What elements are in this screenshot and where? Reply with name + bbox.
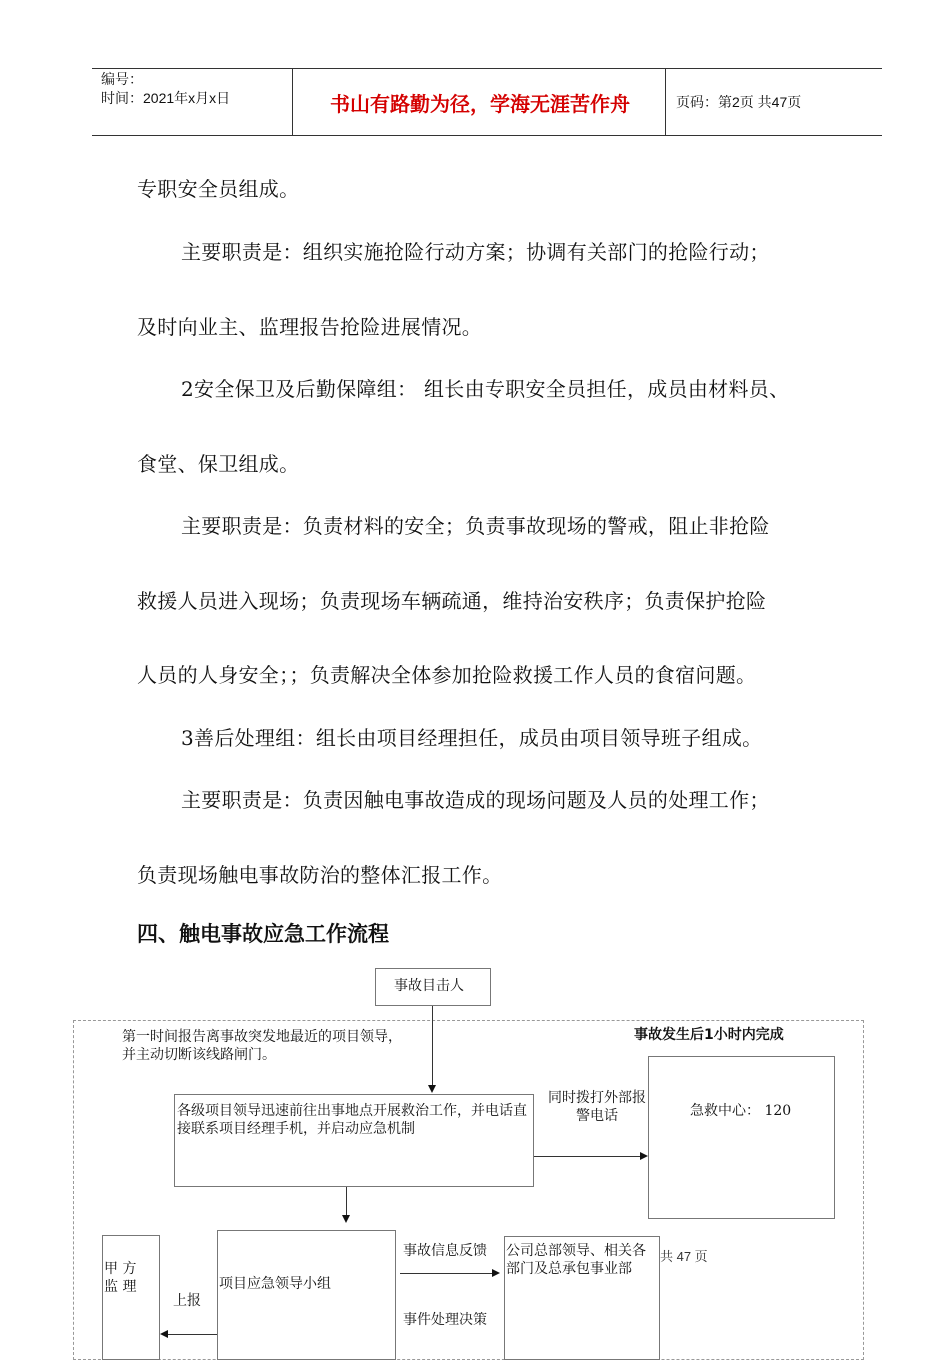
- flow-box-emergency-group: [217, 1230, 396, 1360]
- flow-deadline-label: 事故发生后1小时内完成: [634, 1027, 784, 1043]
- header-motto: 书山有路勤为径，学海无涯苦作舟: [330, 92, 630, 116]
- document-number-label: 编号：: [101, 71, 143, 87]
- flow-text-witness: 事故目击人: [394, 978, 464, 994]
- header-divider-right: [665, 68, 666, 136]
- page-number-fragment: 共 47 页: [660, 1249, 708, 1264]
- flow-text-client-supervisor: 甲 方 监 理: [104, 1261, 137, 1295]
- flow-text-emergency-group: 项目应急领导小组: [219, 1276, 331, 1292]
- flow-report-up-label: 上报: [173, 1293, 201, 1309]
- paragraph-line: 人员的人身安全；；负责解决全体参加抢险救援工作人员的食宿问题。: [137, 663, 757, 687]
- flow-arrow-down: [342, 1215, 350, 1223]
- flow-box-emergency-center: [648, 1056, 835, 1219]
- paragraph-line: 救援人员进入现场；负责现场车辆疏通，维持治安秩序；负责保护抢险: [137, 589, 767, 613]
- paragraph-line: 2安全保卫及后勤保障组： 组长由专职安全员担任，成员由材料员、: [181, 377, 790, 401]
- paragraph-line: 3善后处理组：组长由项目经理担任，成员由项目领导班子组成。: [181, 726, 763, 750]
- header-page-info: 页码：第2页 共47页: [676, 94, 802, 110]
- flow-connector: [346, 1187, 347, 1215]
- flow-text-leaders-action: 各级项目领导迅速前往出事地点开展救治工作，并电话直接联系项目经理手机，并启动应急机制: [177, 1103, 527, 1137]
- header-bottom-rule: [92, 135, 882, 136]
- paragraph-line: 负责现场触电事故防治的整体汇报工作。: [137, 863, 503, 887]
- flow-text-company-hq: 公司总部领导、相关各部门及总承包事业部: [506, 1243, 646, 1277]
- flow-connector: [534, 1156, 640, 1157]
- flow-decision-label: 事件处理决策: [403, 1312, 487, 1328]
- flow-info-feedback-label: 事故信息反馈: [403, 1243, 487, 1259]
- flow-box-client-supervisor: [102, 1235, 160, 1360]
- paragraph-line: 专职安全员组成。: [137, 177, 300, 201]
- flow-arrow-right: [492, 1269, 500, 1277]
- flow-box-company-hq: [504, 1236, 660, 1360]
- flow-text-emergency-center: 急救中心： 120: [690, 1103, 792, 1119]
- paragraph-line: 主要职责是：组织实施抢险行动方案；协调有关部门的抢险行动；: [181, 240, 770, 264]
- flow-arrow-right: [640, 1152, 648, 1160]
- flow-report-note: 第一时间报告离事故突发地最近的项目领导，并主动切断该线路闸门。: [122, 1028, 414, 1064]
- flow-box-leaders-action: [174, 1094, 534, 1187]
- header-divider-left: [292, 68, 293, 136]
- section-title: 四、触电事故应急工作流程: [137, 922, 389, 946]
- flow-connector: [432, 1006, 433, 1086]
- paragraph-line: 主要职责是：负责因触电事故造成的现场问题及人员的处理工作；: [181, 788, 770, 812]
- header-meta: [101, 70, 230, 108]
- header-top-rule: [92, 68, 882, 69]
- flow-arrow-down: [428, 1085, 436, 1093]
- flow-arrow-left: [160, 1330, 168, 1338]
- flow-connector: [400, 1273, 492, 1274]
- paragraph-line: 及时向业主、监理报告抢险进展情况。: [137, 315, 483, 339]
- paragraph-line: 食堂、保卫组成。: [137, 452, 300, 476]
- flow-connector: [168, 1334, 217, 1335]
- flow-box-witness: [375, 968, 491, 1006]
- paragraph-line: 主要职责是：负责材料的安全；负责事故现场的警戒，阻止非抢险: [181, 514, 770, 538]
- document-time-label: 时间：2021年x月x日: [101, 90, 231, 106]
- flow-call-police-label: 同时拨打外部报警电话: [548, 1090, 646, 1124]
